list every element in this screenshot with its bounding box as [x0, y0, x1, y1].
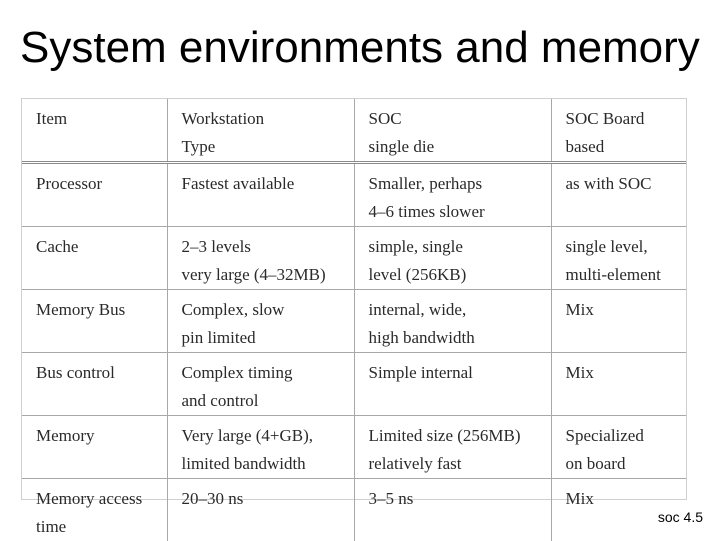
cell-text-line: on board [566, 450, 679, 478]
table-cell-soc-single-die [354, 479, 551, 541]
slide-title: System environments and memory [20, 20, 700, 76]
cell-text-line: Very large (4+GB), [182, 422, 346, 450]
table-row [22, 416, 686, 479]
cell-text-line: SOC [369, 105, 543, 133]
cell-text-line: Complex timing [182, 359, 346, 387]
table-cell-soc-single-die [354, 353, 551, 416]
table-row [22, 353, 686, 416]
table-cell-soc-single-die [354, 227, 551, 290]
cell-text-line: 4–6 times slower [369, 198, 543, 226]
cell-text-line: pin limited [182, 324, 346, 352]
cell-text-line: 2–3 levels [182, 233, 346, 261]
table-cell-item [22, 227, 167, 290]
cell-text-line: Item [36, 105, 159, 133]
cell-text-line: time [36, 513, 159, 541]
cell-text-line: Memory Bus [36, 296, 159, 324]
cell-text-line: very large (4–32MB) [182, 261, 346, 289]
cell-text-line: SOC Board [566, 105, 679, 133]
slide-number: soc 4.5 [658, 508, 703, 526]
table-cell-soc-single-die [354, 99, 551, 163]
cell-text-line: Mix [566, 485, 679, 513]
cell-text-line: Memory [36, 422, 159, 450]
cell-text-line: Memory access [36, 485, 159, 513]
table-cell-soc-single-die [354, 290, 551, 353]
table-cell-soc-board [551, 99, 686, 163]
comparison-table [22, 99, 686, 541]
table-cell-soc-board [551, 290, 686, 353]
cell-text-line: Processor [36, 170, 159, 198]
table-cell-soc-board [551, 227, 686, 290]
cell-text-line: Bus control [36, 359, 159, 387]
cell-text-line: 20–30 ns [182, 485, 346, 513]
cell-text-line: as with SOC [566, 170, 679, 198]
cell-text-line: simple, single [369, 233, 543, 261]
table-header-row [22, 99, 686, 163]
table-row [22, 290, 686, 353]
table-cell-soc-single-die [354, 416, 551, 479]
cell-text-line: relatively fast [369, 450, 543, 478]
cell-text-line: single level, [566, 233, 679, 261]
table-cell-workstation [167, 479, 354, 541]
cell-text-line: Fastest available [182, 170, 346, 198]
table-row [22, 163, 686, 227]
cell-text-line: Complex, slow [182, 296, 346, 324]
comparison-table-frame [21, 98, 687, 500]
cell-text-line: 3–5 ns [369, 485, 543, 513]
table-cell-soc-board [551, 163, 686, 227]
cell-text-line: multi-element [566, 261, 679, 289]
cell-text-line: limited bandwidth [182, 450, 346, 478]
table-row [22, 479, 686, 541]
table-cell-workstation [167, 416, 354, 479]
cell-text-line: Cache [36, 233, 159, 261]
cell-text-line: Type [182, 133, 346, 161]
cell-text-line: based [566, 133, 679, 161]
table-row [22, 227, 686, 290]
table-cell-item [22, 290, 167, 353]
cell-text-line: Mix [566, 359, 679, 387]
table-cell-workstation [167, 290, 354, 353]
table-cell-item [22, 99, 167, 163]
table-cell-item [22, 479, 167, 541]
table-cell-workstation [167, 227, 354, 290]
cell-text-line: and control [182, 387, 346, 415]
cell-text-line: internal, wide, [369, 296, 543, 324]
cell-text-line: Specialized [566, 422, 679, 450]
table-cell-item [22, 416, 167, 479]
table-cell-soc-single-die [354, 163, 551, 227]
cell-text-line: single die [369, 133, 543, 161]
table-cell-item [22, 163, 167, 227]
cell-text-line: Simple internal [369, 359, 543, 387]
table-cell-item [22, 353, 167, 416]
table-cell-workstation [167, 99, 354, 163]
table-cell-soc-board [551, 353, 686, 416]
table-cell-soc-board [551, 416, 686, 479]
cell-text-line: high bandwidth [369, 324, 543, 352]
cell-text-line: Smaller, perhaps [369, 170, 543, 198]
cell-text-line: Mix [566, 296, 679, 324]
table-body [22, 99, 686, 541]
table-cell-workstation [167, 163, 354, 227]
cell-text-line: level (256KB) [369, 261, 543, 289]
table-cell-workstation [167, 353, 354, 416]
cell-text-line: Limited size (256MB) [369, 422, 543, 450]
cell-text-line: Workstation [182, 105, 346, 133]
